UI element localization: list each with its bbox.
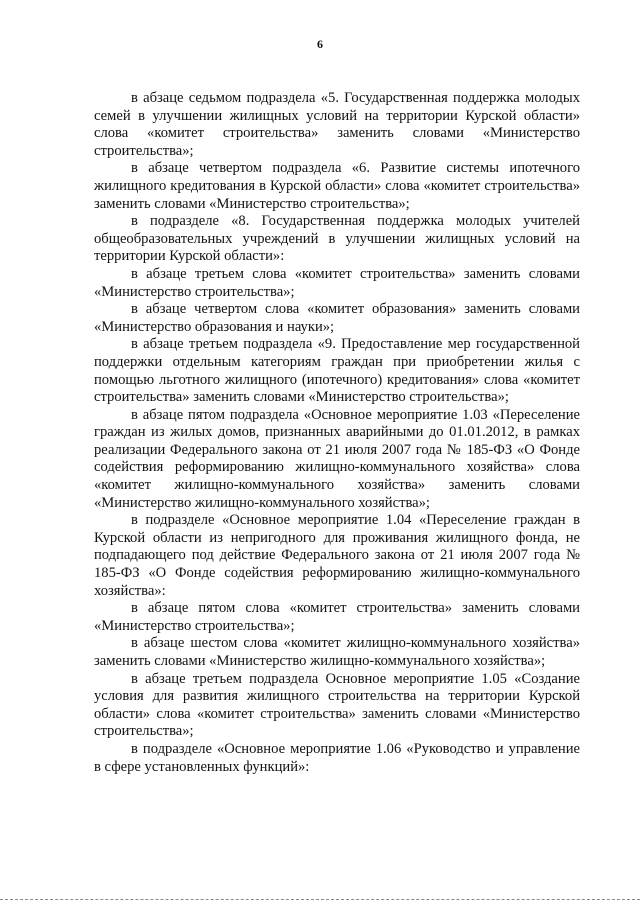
paragraph: в абзаце четвертом подраздела «6. Развитие системы ипотечного жилищного кредитования в Курской области» слова «комитет строительства» заменить словами «Министерство строительства»;: [94, 160, 580, 212]
paragraph: в абзаце пятом подраздела «Основное мероприятие 1.03 «Переселение граждан из жилых домов, признанных аварийными до 01.01.2012, в рамках реализации Федерального закона от 21 июля 2007 года № 185-ФЗ «О Фонде содействия реформированию жилищно-коммунального хозяйства» слова «комитет жилищно-коммунального хозяйства» заменить словами «Министерство жилищно-коммунального хозяйства»;: [94, 406, 580, 511]
paragraph: в абзаце третьем слова «комитет строительства» заменить словами «Министерство строительства»;: [94, 265, 580, 300]
paragraph: в абзаце четвертом слова «комитет образования» заменить словами «Министерство образования и науки»;: [94, 301, 580, 335]
paragraph: в подразделе «Основное мероприятие 1.06 «Руководство и управление в сфере установленных функций»:: [94, 740, 580, 775]
paragraph: в абзаце седьмом подраздела «5. Государственная поддержка молодых семей в улучшении жилищных условий на территории Курской области» слова «комитет строительства» заменить словами «Министерство строительства»;: [94, 90, 580, 159]
paragraph: в абзаце шестом слова «комитет жилищно-коммунального хозяйства» заменить словами «Министерство жилищно-коммунального хозяйства»;: [94, 635, 580, 669]
document-body: [94, 90, 580, 776]
paragraph: в абзаце пятом слова «комитет строительства» заменить словами «Министерство строительства»;: [94, 600, 580, 634]
paragraph: в абзаце третьем подраздела Основное мероприятие 1.05 «Создание условия для развития жилищного строительства на территории Курской области» слова «комитет строительства» заменить словами «Министерство строительства»;: [94, 670, 580, 740]
paragraph: в подразделе «Основное мероприятие 1.04 «Переселение граждан в Курской области из непригодного для проживания жилищного фонда, не подпадающего под действие Федерального закона от 21 июля 2007 года № 185-ФЗ «О Фонде содействия реформированию жилищно-коммунального хозяйства»:: [94, 512, 580, 599]
paragraph: в подразделе «8. Государственная поддержка молодых учителей общеобразовательных учреждений в улучшении жилищных условий на территории Курской области»:: [94, 213, 580, 265]
paragraph: в абзаце третьем подраздела «9. Предоставление мер государственной поддержки отдельным категориям граждан при приобретении жилья с помощью льготного жилищного (ипотечного) кредитования» слова «комитет строительства» заменить словами «Министерство строительства»;: [94, 336, 580, 406]
scan-edge-line: [0, 899, 640, 900]
page-number: 6: [317, 37, 323, 51]
